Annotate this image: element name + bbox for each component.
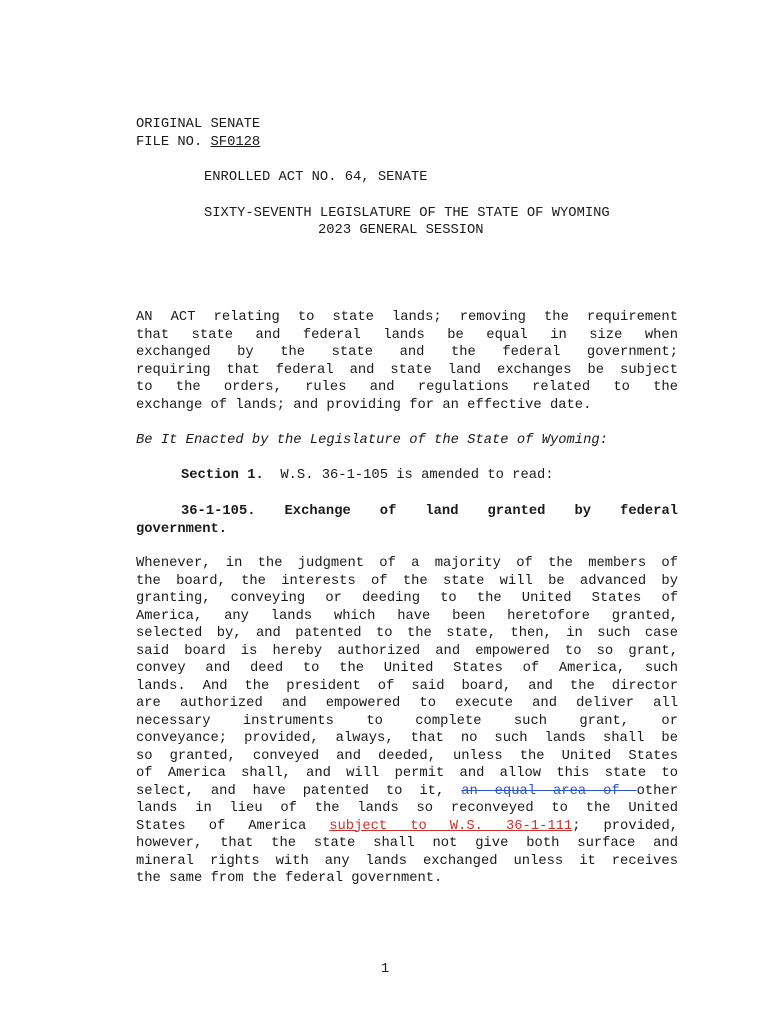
body-line: selected by, and patented to the state, then, in such case [136, 626, 678, 641]
body-line: necessary instruments to complete such grant, or [136, 713, 678, 729]
enacting-clause: Be It Enacted by the Legislature of the State of Wyoming: [136, 433, 608, 448]
title-line: AN ACT relating to state lands; removing the requirement [136, 310, 678, 325]
amended-before-text: States of America [136, 818, 330, 834]
body-line: are authorized and empowered to execute and deliver all [136, 696, 678, 711]
body-line: lands in lieu of the lands so reconveyed to the United [136, 801, 678, 816]
body-line: convey and deed to the United States of America, such [136, 661, 678, 676]
file-number-link[interactable]: SF0128 [210, 135, 261, 150]
body-line: the same from the federal government. [136, 871, 443, 886]
body-line: mineral rights with any lands exchanged unless it receives [136, 853, 678, 869]
title-line: exchange of lands; and providing for an effective date. [136, 397, 592, 413]
statute-heading [136, 503, 678, 538]
amended-before-text: select, and have patented to it, [136, 783, 462, 799]
body-line: lands. And the president of said board, and the director [136, 678, 678, 694]
legislature-line: SIXTY-SEVENTH LEGISLATURE OF THE STATE OF WYOMING [204, 206, 610, 221]
header-original-senate: ORIGINAL SENATE [136, 117, 261, 132]
amended-line-deletion [136, 783, 678, 801]
amended-after-text: other [636, 783, 678, 799]
session-line: 2023 GENERAL SESSION [318, 223, 484, 238]
body-line: the board, the interests of the state will be advanced by [136, 573, 678, 589]
section-1-label: Section 1. [181, 468, 264, 483]
file-prefix: FILE NO. [136, 135, 211, 150]
body-line: conveyance; provided, always, that no such lands shall be [136, 731, 678, 746]
inserted-text: subject to W.S. 36-1-111 [329, 818, 573, 834]
amended-after-text: ; provided, [572, 818, 679, 834]
body-line: America, any lands which have been heretofore granted, [136, 608, 678, 624]
title-line: that state and federal lands be equal in size when [136, 327, 678, 343]
title-line: exchanged by the state and the federal government; [136, 345, 678, 360]
body-line: said board is hereby authorized and empowered to so grant, [136, 643, 678, 659]
body-line: of America shall, and will permit and allow this state to [136, 766, 678, 781]
body-line: so granted, conveyed and deeded, unless the United States [136, 748, 678, 764]
statute-heading-line: government. [136, 521, 228, 537]
statute-body [136, 555, 678, 888]
body-line: granting, conveying or deeding to the United States of [136, 591, 678, 606]
amended-line-insertion [136, 818, 678, 836]
header-file-number [136, 134, 260, 152]
enrolled-act-line: ENROLLED ACT NO. 64, SENATE [204, 170, 428, 185]
act-title [136, 309, 678, 414]
statute-heading-line: 36-1-105. Exchange of land granted by federal [181, 504, 678, 519]
section-1-line [181, 467, 554, 485]
page-number: 1 [380, 962, 390, 977]
deleted-text: an equal area of [461, 783, 637, 799]
body-line: Whenever, in the judgment of a majority of the members of [136, 556, 678, 571]
title-line: requiring that federal and state land exchanges be subject [136, 362, 678, 378]
section-1-text: W.S. 36-1-105 is amended to read: [263, 468, 554, 483]
title-line: to the orders, rules and regulations related to the [136, 380, 678, 395]
body-line: however, that the state shall not give both surface and [136, 836, 678, 851]
